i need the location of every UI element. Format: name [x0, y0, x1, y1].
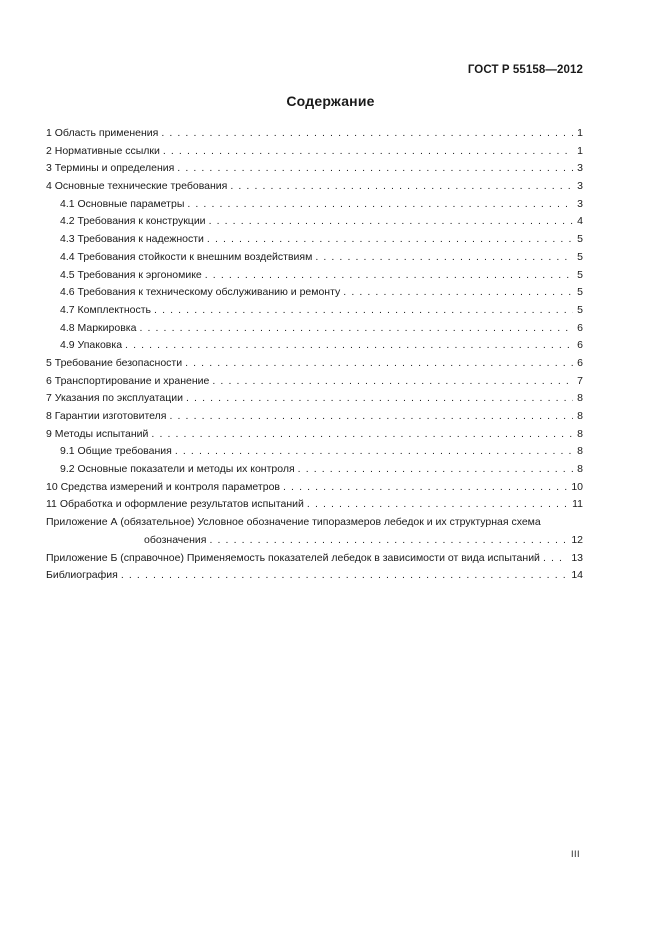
toc-entry-page: 5 [577, 286, 583, 299]
toc-entry[interactable] [46, 461, 583, 479]
toc-entry-page: 1 [577, 144, 583, 157]
dot-leader [154, 302, 573, 320]
dot-leader [207, 231, 573, 249]
toc-entry[interactable] [46, 249, 583, 267]
toc-entry-label: 2 Нормативные ссылки [46, 144, 160, 157]
toc-entry-page: 6 [577, 321, 583, 334]
toc-entry-label: обозначения [144, 533, 207, 546]
toc-entry-page: 12 [571, 533, 583, 546]
toc-entry[interactable] [46, 426, 583, 444]
toc-entry-label: 11 Обработка и оформление результатов испытаний [46, 498, 304, 511]
toc-entry-page: 3 [577, 180, 583, 193]
toc-entry-label: 4.6 Требования к техническому обслуживанию и ремонту [60, 286, 341, 299]
toc-entry-label: 4.1 Основные параметры [60, 197, 185, 210]
dot-leader [161, 125, 573, 143]
toc-entry[interactable] [46, 302, 583, 320]
toc-entry-label: 4.5 Требования к эргономике [60, 268, 202, 281]
toc-entry[interactable] [46, 320, 583, 338]
dot-leader [177, 160, 573, 178]
dot-leader [315, 249, 573, 267]
dot-leader [151, 426, 573, 444]
toc-entry-label: 4.4 Требования стойкости к внешним воздействиям [60, 250, 313, 263]
toc-entry[interactable] [46, 284, 583, 302]
toc-entry-page: 1 [577, 127, 583, 139]
toc-entry-page: 6 [577, 356, 583, 369]
toc-entry[interactable] [46, 408, 583, 426]
document-code: ГОСТ Р 55158—2012 [467, 64, 583, 76]
toc-entry-label: 4.2 Требования к конструкции [60, 215, 206, 228]
toc-entry-page: 14 [571, 569, 583, 582]
toc-entry-label: 4.7 Комплектность [60, 303, 152, 316]
dot-leader [205, 267, 573, 285]
toc-entry-page: 5 [577, 250, 583, 263]
toc-entry-page: 6 [577, 339, 583, 352]
toc-entry-appendix-a-line1[interactable] [46, 514, 583, 532]
toc-entry[interactable] [46, 390, 583, 408]
dot-leader [230, 178, 573, 196]
dot-leader [543, 550, 567, 568]
toc-entry-page: 7 [577, 374, 583, 387]
toc-entry[interactable] [46, 373, 583, 391]
toc-entry-page: 5 [577, 303, 583, 316]
toc-entry-page: 8 [577, 410, 583, 422]
dot-leader [163, 143, 573, 161]
dot-leader [212, 373, 573, 391]
toc-entry-label: 8 Гарантии изготовителя [46, 410, 167, 422]
toc-entry-page: 8 [577, 463, 583, 476]
dot-leader [283, 479, 567, 497]
dot-leader [125, 337, 573, 355]
dot-leader [175, 443, 573, 461]
toc-entry-label: Приложение А (обязательное) Условное обозначение типоразмеров лебедок и их структурная схема [46, 516, 541, 529]
toc-entry-label: 4.3 Требования к надежности [60, 233, 204, 246]
toc-entry[interactable] [46, 267, 583, 285]
toc-entry-page: 5 [577, 233, 583, 246]
toc-entry[interactable] [46, 125, 583, 143]
toc-entry-page: 13 [571, 551, 583, 564]
dot-leader [139, 320, 573, 338]
toc-entry-bibliography[interactable] [46, 567, 583, 585]
toc-entry-page: 3 [577, 197, 583, 210]
toc-entry-label: 7 Указания по эксплуатации [46, 392, 184, 405]
dot-leader [185, 355, 573, 373]
dot-leader [187, 196, 573, 214]
toc-entry-label: 9.2 Основные показатели и методы их контроля [60, 463, 295, 476]
toc-entry-page: 8 [577, 427, 583, 440]
toc-entry[interactable] [46, 196, 583, 214]
toc-entry-label: Библиография [46, 569, 118, 582]
dot-leader [343, 284, 573, 302]
page-number: III [570, 849, 580, 859]
toc-entry-page: 4 [577, 215, 583, 228]
toc-entry-label: 4.9 Упаковка [60, 339, 123, 352]
toc-entry[interactable] [46, 178, 583, 196]
toc-entry-label: 9.1 Общие требования [60, 445, 172, 458]
toc-entry[interactable] [46, 496, 583, 514]
toc-entry-label: 10 Средства измерений и контроля параметров [46, 480, 280, 493]
toc-entries [46, 125, 583, 514]
toc-entry-label: 3 Термины и определения [46, 162, 175, 175]
table-of-contents [46, 125, 583, 585]
toc-entry-page: 11 [572, 498, 583, 511]
toc-entry-appendix-b[interactable] [46, 550, 583, 568]
toc-entry[interactable] [46, 443, 583, 461]
dot-leader [209, 213, 574, 231]
toc-entry[interactable] [46, 143, 583, 161]
toc-entry-label: 5 Требование безопасности [46, 356, 183, 369]
dot-leader [121, 567, 567, 585]
toc-entry[interactable] [46, 213, 583, 231]
dot-leader [169, 408, 573, 426]
dot-leader [298, 461, 573, 479]
toc-entry-label: 4 Основные технические требования [46, 180, 228, 193]
toc-entry-page: 8 [577, 392, 583, 405]
toc-entry[interactable] [46, 160, 583, 178]
toc-entry-label: 9 Методы испытаний [46, 427, 149, 440]
toc-entry[interactable] [46, 355, 583, 373]
toc-entry[interactable] [46, 337, 583, 355]
toc-entry-page: 5 [577, 268, 583, 281]
toc-entry-page: 8 [577, 445, 583, 458]
toc-entry-label: 1 Область применения [46, 127, 159, 139]
dot-leader [307, 496, 568, 514]
toc-title: Содержание [286, 93, 375, 109]
toc-entry[interactable] [46, 479, 583, 497]
toc-entry-label: 6 Транспортирование и хранение [46, 374, 210, 387]
toc-entry-page: 10 [571, 480, 583, 493]
toc-entry-label: 4.8 Маркировка [60, 321, 137, 334]
toc-entry-appendix-a-line2[interactable] [46, 532, 583, 550]
toc-entry-label: Приложение Б (справочное) Применяемость показателей лебедок в зависимости от вида испытаний [46, 551, 540, 564]
dot-leader [209, 532, 567, 550]
dot-leader [186, 390, 573, 408]
toc-entry[interactable] [46, 231, 583, 249]
toc-entry-page: 3 [577, 162, 583, 175]
